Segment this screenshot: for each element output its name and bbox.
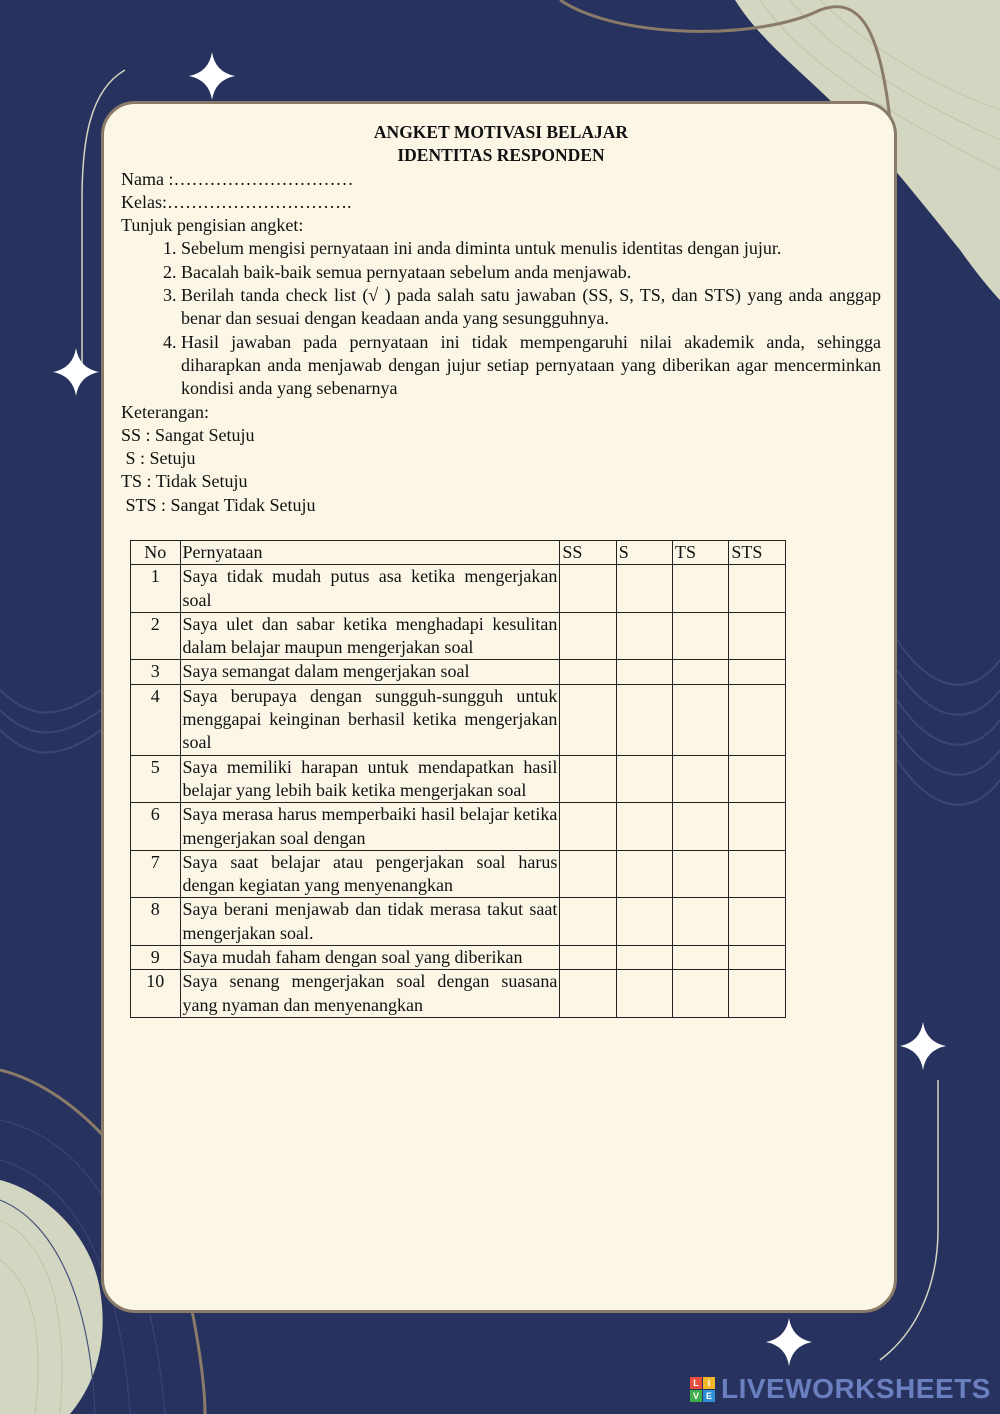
answer-cell-s[interactable] xyxy=(616,684,672,755)
answer-cell-ts[interactable] xyxy=(672,803,728,851)
sparkle-icon xyxy=(900,1022,946,1070)
watermark-text: LIVEWORKSHEETS xyxy=(721,1373,991,1404)
answer-cell-sts[interactable] xyxy=(729,755,786,803)
answer-cell-s[interactable] xyxy=(616,803,672,851)
worksheet-content xyxy=(121,121,881,517)
row-statement: Saya mudah faham dengan soal yang diberikan xyxy=(180,946,560,970)
page-subtitle: IDENTITAS RESPONDEN xyxy=(397,145,605,166)
questionnaire-table xyxy=(130,540,786,1018)
answer-cell-sts[interactable] xyxy=(729,970,786,1018)
table-row xyxy=(131,946,786,970)
header-statement: Pernyataan xyxy=(180,541,560,565)
name-field: Nama :………………………… xyxy=(121,168,354,189)
answer-cell-ts[interactable] xyxy=(672,898,728,946)
answer-cell-ts[interactable] xyxy=(672,970,728,1018)
answer-cell-ts[interactable] xyxy=(672,850,728,898)
answer-cell-sts[interactable] xyxy=(729,850,786,898)
row-statement: Saya semangat dalam mengerjakan soal xyxy=(180,660,560,684)
row-number: 7 xyxy=(131,850,181,898)
header-s: S xyxy=(616,541,672,565)
instructions-label: Tunjuk pengisian angket: xyxy=(121,215,304,236)
table-row xyxy=(131,660,786,684)
legend-item: STS : Sangat Tidak Setuju xyxy=(121,494,316,515)
answer-cell-s[interactable] xyxy=(616,755,672,803)
table-row xyxy=(131,755,786,803)
answer-cell-sts[interactable] xyxy=(729,565,786,613)
watermark xyxy=(690,1374,991,1404)
answer-cell-ss[interactable] xyxy=(560,565,616,613)
answer-cell-sts[interactable] xyxy=(729,684,786,755)
answer-cell-ss[interactable] xyxy=(560,850,616,898)
legend-item: TS : Tidak Setuju xyxy=(121,471,248,492)
instruction-item: 1. Sebelum mengisi pernyataan ini anda diminta untuk menulis identitas dengan jujur. xyxy=(181,237,881,260)
answer-cell-s[interactable] xyxy=(616,898,672,946)
row-number: 2 xyxy=(131,612,181,660)
answer-cell-ts[interactable] xyxy=(672,684,728,755)
row-number: 1 xyxy=(131,565,181,613)
row-statement: Saya senang mengerjakan soal dengan suasana yang nyaman dan menyenangkan xyxy=(180,970,560,1018)
table-row xyxy=(131,850,786,898)
answer-cell-ss[interactable] xyxy=(560,684,616,755)
row-number: 5 xyxy=(131,755,181,803)
answer-cell-ss[interactable] xyxy=(560,803,616,851)
answer-cell-ts[interactable] xyxy=(672,612,728,660)
table-row xyxy=(131,684,786,755)
answer-cell-ts[interactable] xyxy=(672,660,728,684)
legend-item: S : Setuju xyxy=(121,448,196,469)
answer-cell-sts[interactable] xyxy=(729,898,786,946)
row-number: 3 xyxy=(131,660,181,684)
header-ts: TS xyxy=(672,541,728,565)
answer-cell-s[interactable] xyxy=(616,946,672,970)
table-body xyxy=(131,565,786,1018)
row-statement: Saya ulet dan sabar ketika menghadapi kesulitan dalam belajar maupun mengerjakan soal xyxy=(180,612,560,660)
answer-cell-ss[interactable] xyxy=(560,898,616,946)
answer-cell-s[interactable] xyxy=(616,660,672,684)
instruction-item: 2. Bacalah baik-baik semua pernyataan sebelum anda menjawab. xyxy=(181,261,881,284)
answer-cell-ss[interactable] xyxy=(560,970,616,1018)
sparkle-icon xyxy=(53,348,99,396)
row-statement: Saya saat belajar atau pengerjakan soal harus dengan kegiatan yang menyenangkan xyxy=(180,850,560,898)
table-row xyxy=(131,803,786,851)
liveworksheets-logo-icon: L I V E xyxy=(690,1377,715,1402)
table-row xyxy=(131,565,786,613)
row-statement: Saya merasa harus memperbaiki hasil belajar ketika mengerjakan soal dengan xyxy=(180,803,560,851)
legend xyxy=(121,401,881,517)
header-sts: STS xyxy=(729,541,786,565)
instructions-list xyxy=(121,237,881,400)
row-number: 6 xyxy=(131,803,181,851)
class-field: Kelas:…………………………. xyxy=(121,191,352,212)
table-row xyxy=(131,898,786,946)
row-statement: Saya berupaya dengan sungguh-sungguh untuk menggapai keinginan berhasil ketika mengerjakan soal xyxy=(180,684,560,755)
answer-cell-s[interactable] xyxy=(616,850,672,898)
row-number: 10 xyxy=(131,970,181,1018)
sparkle-icon xyxy=(766,1318,812,1366)
answer-cell-s[interactable] xyxy=(616,565,672,613)
row-statement: Saya tidak mudah putus asa ketika mengerjakan soal xyxy=(180,565,560,613)
answer-cell-ss[interactable] xyxy=(560,755,616,803)
table-row xyxy=(131,970,786,1018)
row-number: 9 xyxy=(131,946,181,970)
answer-cell-s[interactable] xyxy=(616,612,672,660)
answer-cell-sts[interactable] xyxy=(729,612,786,660)
answer-cell-ss[interactable] xyxy=(560,660,616,684)
row-number: 4 xyxy=(131,684,181,755)
row-number: 8 xyxy=(131,898,181,946)
row-statement: Saya memiliki harapan untuk mendapatkan hasil belajar yang lebih baik ketika mengerjakan soal xyxy=(180,755,560,803)
answer-cell-ts[interactable] xyxy=(672,755,728,803)
table-header-row xyxy=(131,541,786,565)
table-row xyxy=(131,612,786,660)
sparkle-icon xyxy=(189,52,235,100)
legend-item: SS : Sangat Setuju xyxy=(121,424,255,445)
answer-cell-sts[interactable] xyxy=(729,803,786,851)
instruction-item: 4. Hasil jawaban pada pernyataan ini tidak mempengaruhi nilai akademik anda, sehingga diharapkan anda menjawab dengan jujur setiap pernyataan yang diberikan agar mencerminkan kondisi anda yang sebenarnya xyxy=(181,331,881,401)
answer-cell-sts[interactable] xyxy=(729,660,786,684)
page-title: ANGKET MOTIVASI BELAJAR xyxy=(373,122,629,142)
answer-cell-ts[interactable] xyxy=(672,565,728,613)
legend-label: Keterangan: xyxy=(121,401,209,422)
header-no: No xyxy=(131,541,181,565)
answer-cell-s[interactable] xyxy=(616,970,672,1018)
answer-cell-ss[interactable] xyxy=(560,612,616,660)
bottom-left-blob xyxy=(0,1180,103,1414)
instruction-item: 3. Berilah tanda check list (√ ) pada salah satu jawaban (SS, S, TS, dan STS) yang anda anggap benar dan sesuai dengan keadaan anda yang sesungguhnya. xyxy=(181,284,881,331)
answer-cell-ss[interactable] xyxy=(560,946,616,970)
answer-cell-sts[interactable] xyxy=(729,946,786,970)
row-statement: Saya berani menjawab dan tidak merasa takut saat mengerjakan soal. xyxy=(180,898,560,946)
header-ss: SS xyxy=(560,541,616,565)
answer-cell-ts[interactable] xyxy=(672,946,728,970)
